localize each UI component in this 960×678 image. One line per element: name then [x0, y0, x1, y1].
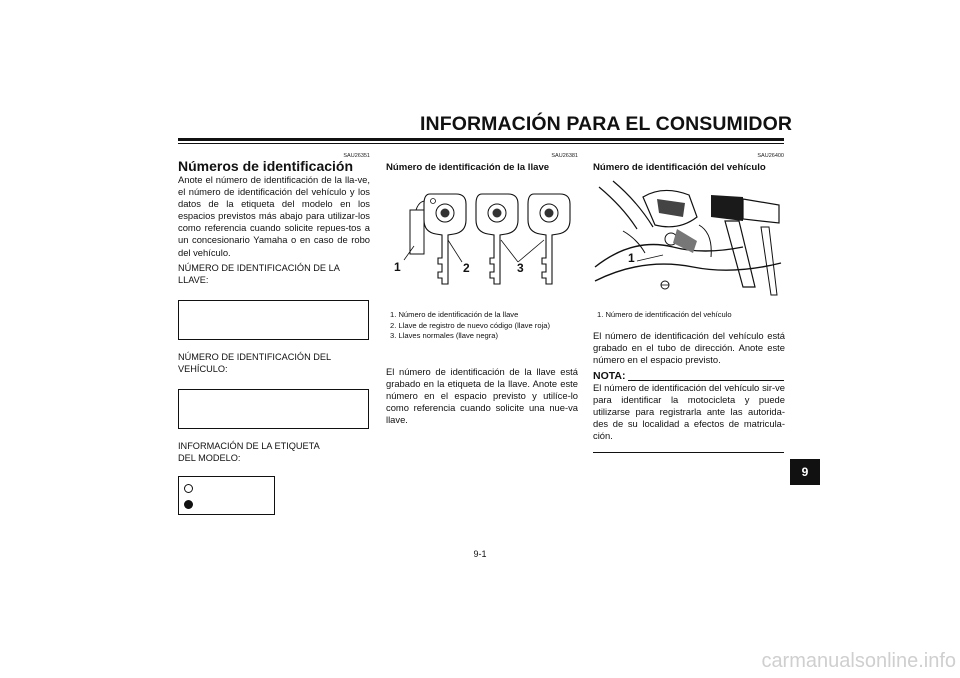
watermark: carmanualsonline.info [761, 650, 956, 672]
nota-label: NOTA: [593, 370, 626, 382]
key-body-paragraph: El número de identificación de la llave está grabado en la etiqueta de la llave. Anote este número en el espacio previsto y utilíce-lo como referencia cuando solicite una nue-va llave. [386, 366, 578, 426]
page-number: 9-1 [473, 549, 487, 559]
callout-1: 1 [394, 260, 401, 274]
header-rule [178, 138, 784, 141]
callout-2: 2 [463, 261, 470, 275]
section-code: SAU26351 [343, 153, 370, 159]
black-key-icon [476, 194, 518, 284]
page-title: INFORMACIÓN PARA EL CONSUMIDOR [420, 113, 793, 135]
filled-circle-icon [184, 500, 193, 509]
intro-paragraph: Anote el número de identificación de la lla-ve, el número de identificación del vehículo y los datos de la etiqueta del modelo en los espacios previstos más abajo para utilizar-los como referencia cuando solicite repues-tos a un concesionario Yamaha o en caso de robo del vehículo. [178, 174, 370, 258]
chapter-tab: 9 [790, 459, 820, 485]
key-captions [390, 310, 574, 342]
caption-item: 1. Número de identificación de la llave [390, 310, 519, 319]
caption-item: 3. Llaves normales (llave negra) [390, 331, 499, 341]
model-label-title-2: DEL MODELO: [178, 453, 241, 463]
nota-bottom-rule [593, 452, 784, 453]
section-code: SAU26381 [551, 153, 578, 159]
key-section-heading: Número de identificación de la llave [386, 162, 550, 173]
key-number-field[interactable] [178, 300, 369, 340]
model-label-title-1: INFORMACIÓN DE LA ETIQUETA [178, 441, 320, 451]
vehicle-number-field[interactable] [178, 389, 369, 429]
steering-head-illustration [593, 177, 783, 302]
nota-top-rule [628, 380, 784, 381]
vehicle-callout-1: 1 [628, 251, 635, 265]
key-number-label: NÚMERO DE IDENTIFICACIÓN DE LA LLAVE: [178, 263, 340, 285]
section-heading: Números de identificación [178, 158, 354, 174]
black-key-icon [528, 194, 570, 284]
callout-3: 3 [517, 261, 524, 275]
open-circle-icon [184, 484, 193, 493]
nota-text: El número de identificación del vehículo sir-ve para identificar la motocicleta y puede utilizarse para registrarla ante las autorida-des de su localidad a efectos de matricula-ción. [593, 382, 785, 442]
header-rule-thin [178, 143, 784, 144]
red-key-icon [424, 194, 466, 284]
vehicle-body-paragraph: El número de identificación del vehículo está grabado en el tubo de dirección. Anote este número en el espacio previsto. [593, 330, 785, 366]
model-label-field[interactable] [178, 476, 275, 515]
caption-item: 2. Llave de registro de nuevo código (llave roja) [390, 320, 550, 330]
section-code: SAU26400 [757, 153, 784, 159]
vehicle-caption: 1. Número de identificación del vehículo [597, 310, 732, 319]
vehicle-number-label: NÚMERO DE IDENTIFICACIÓN DEL VEHÍCULO: [178, 352, 331, 374]
keys-illustration [386, 180, 578, 298]
vehicle-section-heading: Número de identificación del vehículo [593, 162, 766, 173]
